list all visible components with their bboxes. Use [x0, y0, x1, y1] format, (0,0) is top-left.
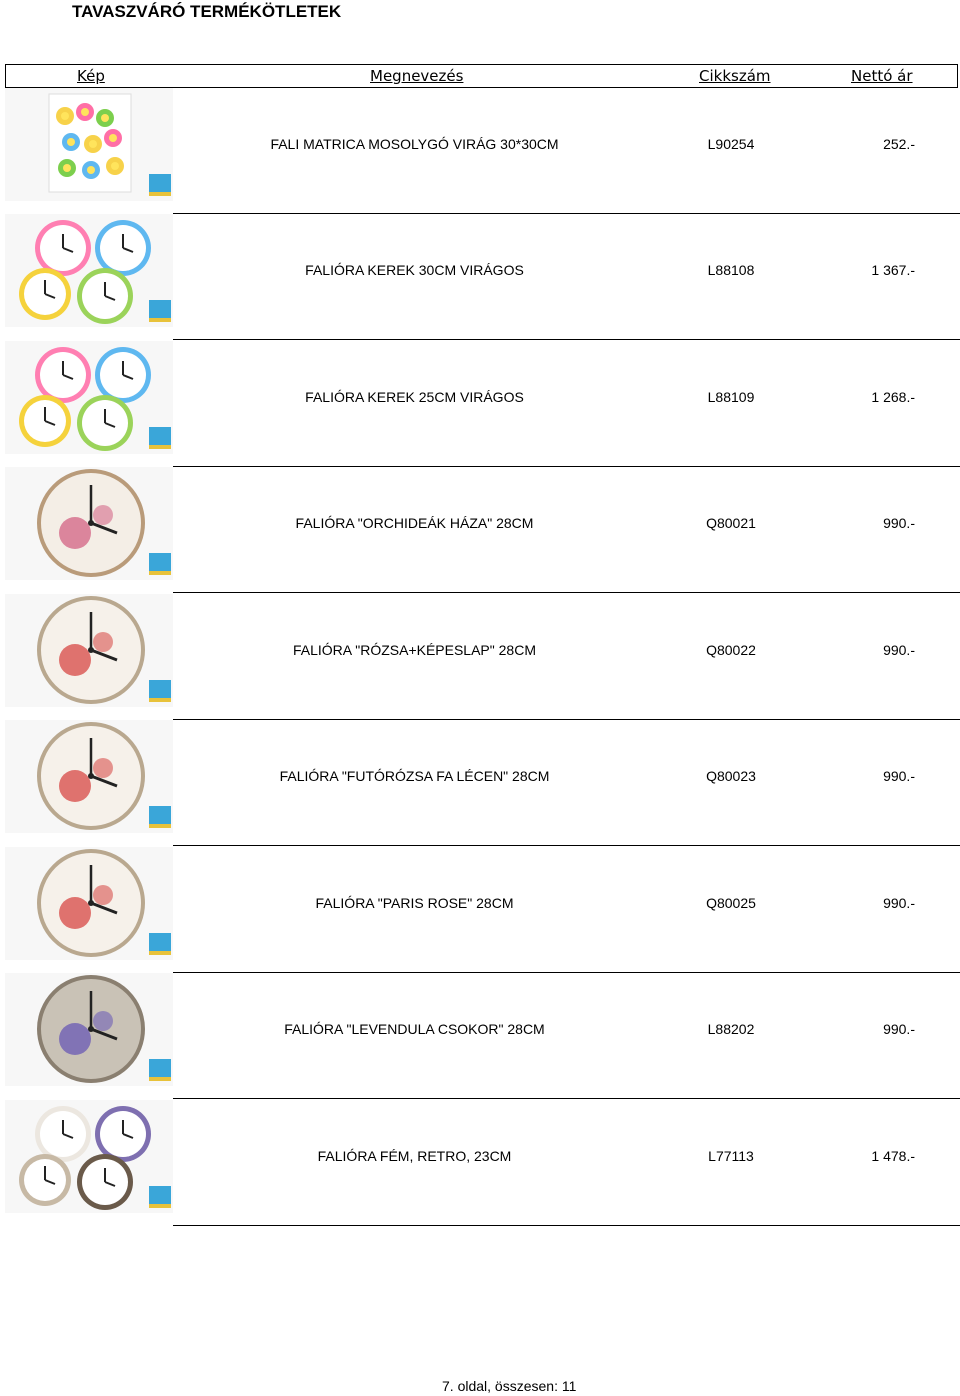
table-header	[5, 64, 958, 88]
product-price: 990.-	[883, 1021, 915, 1037]
product-price: 990.-	[883, 895, 915, 911]
page-footer: 7. oldal, összesen: 11	[442, 1378, 577, 1394]
brand-logo-icon	[149, 1059, 171, 1081]
product-name: FALIÓRA "FUTÓRÓZSA FA LÉCEN" 28CM	[279, 768, 550, 784]
product-code: L90254	[707, 136, 755, 152]
table-row	[5, 847, 960, 973]
row-divider	[173, 1225, 960, 1226]
product-name: FALIÓRA KEREK 25CM VIRÁGOS	[305, 389, 524, 405]
column-header-code: Cikkszám	[699, 67, 771, 85]
product-name: FALIÓRA "RÓZSA+KÉPESLAP" 28CM	[293, 642, 536, 658]
product-name: FALIÓRA FÉM, RETRO, 23CM	[317, 1148, 512, 1164]
product-code: L77113	[708, 1148, 754, 1164]
product-price: 1 268.-	[871, 389, 915, 405]
product-code: Q80022	[706, 642, 756, 658]
brand-logo-icon	[149, 1186, 171, 1208]
row-divider	[173, 845, 960, 846]
product-name: FALI MATRICA MOSOLYGÓ VIRÁG 30*30CM	[270, 136, 559, 152]
column-header-name: Megnevezés	[370, 67, 464, 85]
rose-clock-image	[5, 720, 173, 833]
table-row	[5, 214, 960, 340]
orchid-clock-image	[5, 467, 173, 580]
brand-logo-icon	[149, 174, 171, 196]
product-name: FALIÓRA "ORCHIDEÁK HÁZA" 28CM	[295, 515, 534, 531]
table-row	[5, 467, 960, 593]
brand-logo-icon	[149, 680, 171, 702]
product-name: FALIÓRA "LEVENDULA CSOKOR" 28CM	[284, 1021, 545, 1037]
product-code: L88108	[707, 262, 755, 278]
rose-clock-image	[5, 594, 173, 707]
flower-sticker-image	[5, 88, 173, 201]
product-price: 252.-	[883, 136, 915, 152]
brand-logo-icon	[149, 427, 171, 449]
table-row	[5, 1100, 960, 1226]
row-divider	[173, 339, 960, 340]
brand-logo-icon	[149, 300, 171, 322]
product-code: Q80023	[706, 768, 756, 784]
product-price: 990.-	[883, 642, 915, 658]
brand-logo-icon	[149, 553, 171, 575]
product-price: 990.-	[883, 515, 915, 531]
column-header-price: Nettó ár	[851, 67, 913, 85]
flower-clocks-image	[5, 341, 173, 454]
product-price: 1 367.-	[871, 262, 915, 278]
retro-clocks-image	[5, 1100, 173, 1213]
product-code: L88109	[707, 389, 755, 405]
table-row	[5, 341, 960, 467]
page-title: TAVASZVÁRÓ TERMÉKÖTLETEK	[72, 2, 342, 21]
column-header-image: Kép	[77, 67, 105, 85]
product-code: L88202	[707, 1021, 755, 1037]
row-divider	[173, 1098, 960, 1099]
table-row	[5, 973, 960, 1099]
product-name: FALIÓRA "PARIS ROSE" 28CM	[315, 895, 514, 911]
brand-logo-icon	[149, 933, 171, 955]
row-divider	[173, 592, 960, 593]
product-name: FALIÓRA KEREK 30CM VIRÁGOS	[305, 262, 524, 278]
product-price: 990.-	[883, 768, 915, 784]
product-price: 1 478.-	[871, 1148, 915, 1164]
flower-clocks-image	[5, 214, 173, 327]
table-row	[5, 594, 960, 720]
lavender-clock-image	[5, 973, 173, 1086]
table-row	[5, 88, 960, 214]
product-code: Q80021	[706, 515, 756, 531]
brand-logo-icon	[149, 806, 171, 828]
table-row	[5, 720, 960, 846]
product-code: Q80025	[706, 895, 756, 911]
rose-clock-image	[5, 847, 173, 960]
